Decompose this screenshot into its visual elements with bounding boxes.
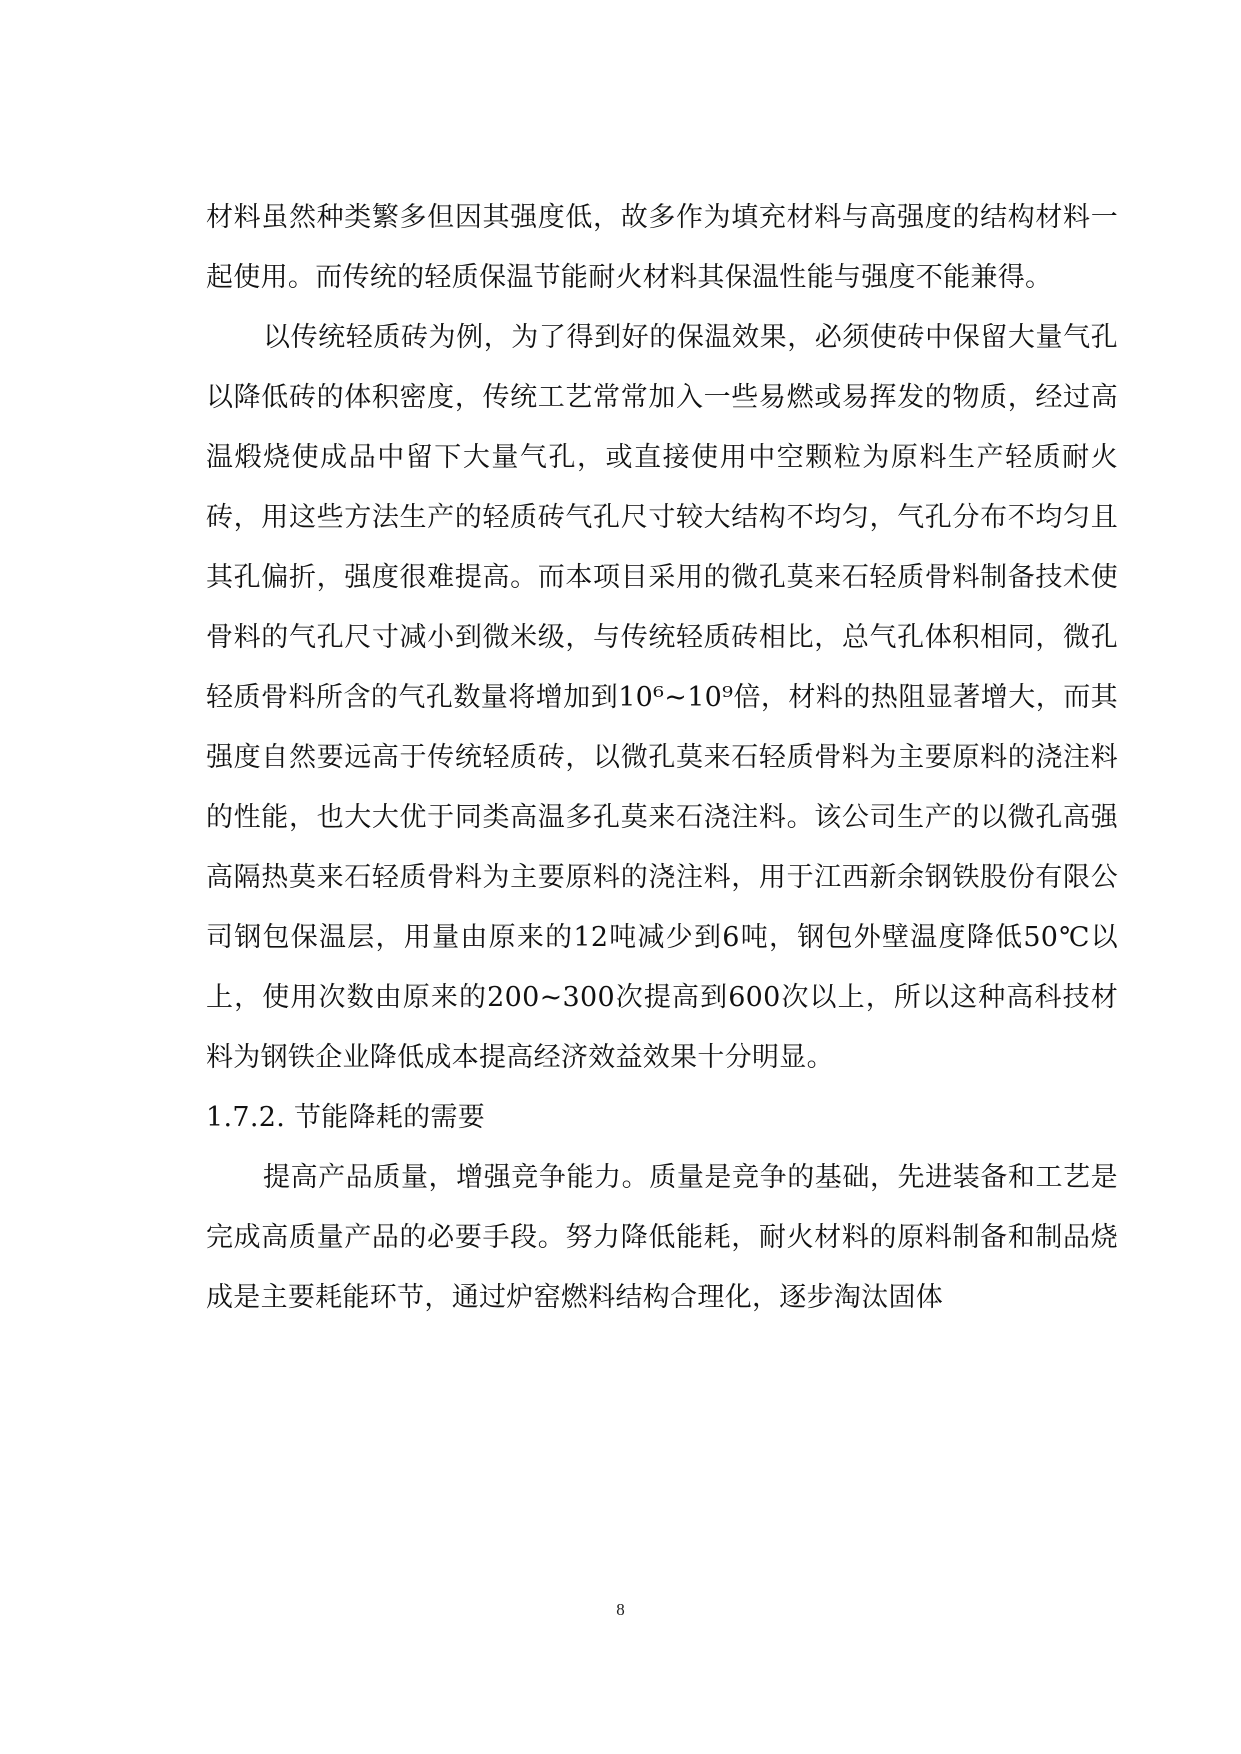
paragraph-1: 材料虽然种类繁多但因其强度低，故多作为填充材料与高强度的结构材料一起使用。而传统的轻质保温节能耐火材料其保温性能与强度不能兼得。: [206, 202, 1118, 293]
paragraph-3: 提高产品质量，增强竞争能力。质量是竞争的基础，先进装备和工艺是完成高质量产品的必要手段。努力降低能耗，耐火材料的原料制备和制品烧成是主要耗能环节，通过炉窑燃料结构合理化，逐步淘汰固体: [206, 1162, 1118, 1313]
section-heading: 1.7.2. 节能降耗的需要: [206, 1102, 486, 1133]
page-number: 8: [616, 1600, 625, 1619]
page-body: [206, 188, 1118, 1328]
paragraph-2: 以传统轻质砖为例，为了得到好的保温效果，必须使砖中保留大量气孔以降低砖的体积密度，传统工艺常常加入一些易燃或易挥发的物质，经过高温煅烧使成品中留下大量气孔，或直接使用中空颗粒为原料生产轻质耐火砖，用这些方法生产的轻质砖气孔尺寸较大结构不均匀，气孔分布不均匀且其孔偏折，强度很难提高。而本项目采用的微孔莫来石轻质骨料制备技术使骨料的气孔尺寸减小到微米级，与传统轻质砖相比，总气孔体积相同，微孔轻质骨料所含的气孔数量将增加到10⁶~10⁹倍，材料的热阻显著增大，而其强度自然要远高于传统轻质砖，以微孔莫来石轻质骨料为主要原料的浇注料的性能，也大大优于同类高温多孔莫来石浇注料。该公司生产的以微孔高强高隔热莫来石轻质骨料为主要原料的浇注料，用于江西新余钢铁股份有限公司钢包保温层，用量由原来的12吨减少到6吨，钢包外壁温度降低50℃以上，使用次数由原来的200~300次提高到600次以上，所以这种高科技材料为钢铁企业降低成本提高经济效益效果十分明显。: [206, 322, 1118, 1073]
